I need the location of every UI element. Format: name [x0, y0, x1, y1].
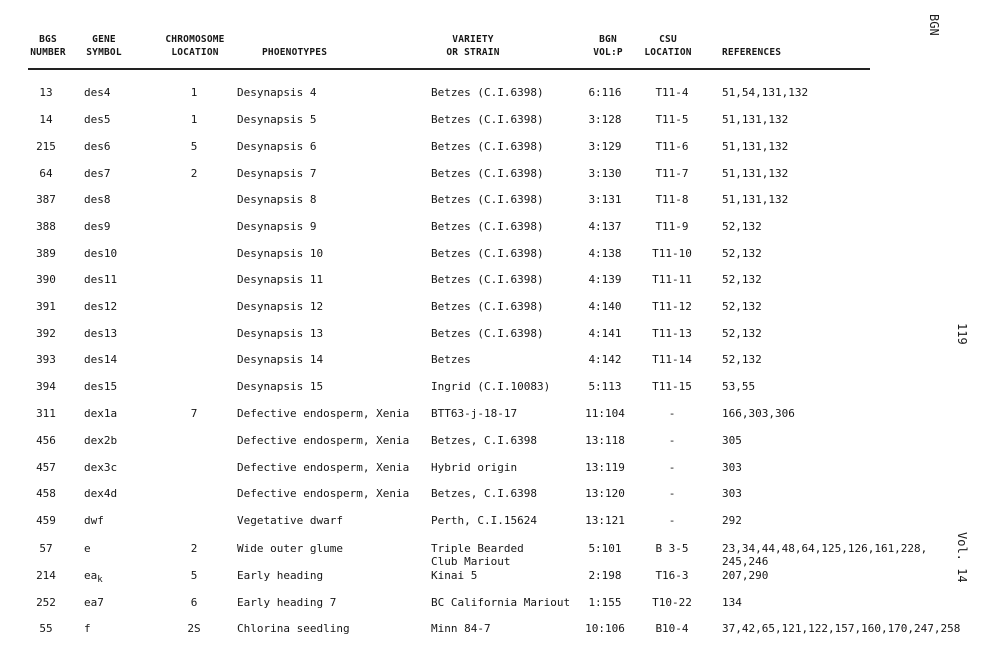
cell-bgs: 456 [36, 434, 56, 447]
cell-var: Minn 84-7 [431, 622, 491, 635]
cell-phen: Chlorina seedling [237, 622, 350, 635]
cell-vol: 4:138 [588, 247, 622, 260]
cell-chr: 2 [190, 167, 198, 180]
cell-ref: 23,34,44,48,64,125,126,161,228, 245,246 [722, 542, 928, 568]
cell-chr: 2S [187, 622, 201, 635]
cell-var: Betzes (C.I.6398) [431, 140, 544, 153]
cell-gene: des9 [84, 220, 111, 233]
cell-csu: - [668, 487, 676, 500]
cell-csu: B10-4 [655, 622, 689, 635]
cell-bgs: 459 [36, 514, 56, 527]
cell-gene: des8 [84, 193, 111, 206]
cell-gene: e [84, 542, 91, 555]
header-variety-or-strain: VARIETY OR STRAIN [446, 34, 500, 58]
cell-bgs: 390 [36, 273, 56, 286]
cell-gene: $ea_k$ [84, 569, 103, 586]
cell-var: Betzes, C.I.6398 [431, 487, 537, 500]
cell-var: Betzes (C.I.6398) [431, 193, 544, 206]
cell-bgs: 64 [39, 167, 53, 180]
cell-phen: Desynapsis 14 [237, 353, 324, 366]
cell-chr: 7 [190, 407, 198, 420]
cell-gene: des14 [84, 353, 118, 366]
cell-vol: 5:101 [588, 542, 622, 555]
cell-ref: 303 [722, 487, 742, 500]
header-references: REFERENCES [722, 47, 782, 58]
cell-bgs: 13 [39, 86, 53, 99]
cell-bgs: 311 [36, 407, 56, 420]
cell-phen: Defective endosperm, Xenia [237, 434, 410, 447]
cell-csu: - [668, 407, 676, 420]
cell-csu: B 3-5 [655, 542, 689, 555]
cell-bgs: 394 [36, 380, 56, 393]
cell-phen: Desynapsis 5 [237, 113, 317, 126]
cell-vol: 4:142 [588, 353, 622, 366]
cell-var: BTT63-j-18-17 [431, 407, 518, 420]
cell-bgs: 392 [36, 327, 56, 340]
header-gene-symbol: GENE SYMBOL [86, 34, 122, 58]
cell-bgs: 391 [36, 300, 56, 313]
cell-vol: 4:137 [588, 220, 622, 233]
cell-vol: 3:128 [588, 113, 622, 126]
page-number: 119 [955, 323, 969, 345]
cell-gene: ea7 [84, 596, 104, 609]
cell-ref: 303 [722, 461, 742, 474]
volume-label: Vol. 14 [955, 532, 969, 583]
cell-var: BC California Mariout [431, 596, 571, 609]
cell-var: Betzes (C.I.6398) [431, 113, 544, 126]
cell-csu: T11-14 [652, 353, 692, 366]
cell-vol: 4:140 [588, 300, 622, 313]
cell-vol: 11:104 [585, 407, 625, 420]
cell-var: Betzes [431, 353, 471, 366]
cell-var: Betzes (C.I.6398) [431, 273, 544, 286]
cell-csu: - [668, 514, 676, 527]
cell-var: Betzes (C.I.6398) [431, 247, 544, 260]
cell-vol: 10:106 [585, 622, 625, 635]
cell-csu: T11-11 [652, 273, 692, 286]
cell-phen: Vegetative dwarf [237, 514, 343, 527]
cell-var: Betzes (C.I.6398) [431, 86, 544, 99]
cell-ref: 51,131,132 [722, 193, 789, 206]
cell-chr: 1 [190, 86, 198, 99]
cell-ref: 51,131,132 [722, 113, 789, 126]
cell-phen: Desynapsis 9 [237, 220, 317, 233]
cell-csu: T16-3 [655, 569, 689, 582]
cell-vol: 5:113 [588, 380, 622, 393]
cell-vol: 13:120 [585, 487, 625, 500]
cell-gene: des6 [84, 140, 111, 153]
cell-chr: 5 [190, 140, 198, 153]
cell-csu: T11-10 [652, 247, 692, 260]
cell-var: Triple Bearded Club Mariout [431, 542, 524, 568]
cell-ref: 292 [722, 514, 742, 527]
cell-phen: Desynapsis 4 [237, 86, 317, 99]
cell-ref: 52,132 [722, 300, 762, 313]
cell-gene: des10 [84, 247, 118, 260]
cell-bgs: 458 [36, 487, 56, 500]
cell-phen: Early heading 7 [237, 596, 337, 609]
cell-ref: 51,131,132 [722, 140, 789, 153]
cell-var: Betzes, C.I.6398 [431, 434, 537, 447]
cell-gene: f [84, 622, 91, 635]
cell-phen: Defective endosperm, Xenia [237, 487, 410, 500]
cell-vol: 13:119 [585, 461, 625, 474]
cell-chr: 5 [190, 569, 198, 582]
cell-csu: T11-13 [652, 327, 692, 340]
cell-gene: des11 [84, 273, 118, 286]
cell-phen: Desynapsis 13 [237, 327, 324, 340]
cell-ref: 166,303,306 [722, 407, 795, 420]
cell-csu: - [668, 434, 676, 447]
cell-vol: 4:139 [588, 273, 622, 286]
cell-var: Hybrid origin [431, 461, 518, 474]
cell-ref: 51,131,132 [722, 167, 789, 180]
cell-gene: des15 [84, 380, 118, 393]
cell-phen: Desynapsis 11 [237, 273, 324, 286]
cell-bgs: 215 [36, 140, 56, 153]
cell-bgs: 14 [39, 113, 53, 126]
header-divider [28, 68, 870, 70]
cell-bgs: 393 [36, 353, 56, 366]
cell-bgs: 387 [36, 193, 56, 206]
cell-phen: Desynapsis 10 [237, 247, 324, 260]
cell-var: Betzes (C.I.6398) [431, 167, 544, 180]
cell-csu: T11-15 [652, 380, 692, 393]
cell-vol: 2:198 [588, 569, 622, 582]
cell-chr: 1 [190, 113, 198, 126]
header-csu-location: CSU LOCATION [644, 34, 692, 58]
cell-var: Betzes (C.I.6398) [431, 300, 544, 313]
cell-vol: 13:121 [585, 514, 625, 527]
cell-ref: 52,132 [722, 220, 762, 233]
cell-ref: 53,55 [722, 380, 756, 393]
cell-var: Betzes (C.I.6398) [431, 327, 544, 340]
cell-ref: 52,132 [722, 273, 762, 286]
cell-csu: T11-4 [655, 86, 689, 99]
cell-ref: 51,54,131,132 [722, 86, 809, 99]
cell-gene: des5 [84, 113, 111, 126]
cell-vol: 3:129 [588, 140, 622, 153]
cell-phen: Wide outer glume [237, 542, 343, 555]
cell-gene: dex2b [84, 434, 118, 447]
cell-gene: des4 [84, 86, 111, 99]
cell-ref: 52,132 [722, 353, 762, 366]
cell-vol: 3:131 [588, 193, 622, 206]
journal-label: BGN [927, 14, 941, 36]
cell-csu: T11-12 [652, 300, 692, 313]
cell-phen: Desynapsis 12 [237, 300, 324, 313]
cell-gene: des12 [84, 300, 118, 313]
cell-var: Kinai 5 [431, 569, 478, 582]
cell-ref: 52,132 [722, 247, 762, 260]
cell-gene: dex4d [84, 487, 118, 500]
cell-csu: - [668, 461, 676, 474]
cell-bgs: 214 [36, 569, 56, 582]
cell-var: Betzes (C.I.6398) [431, 220, 544, 233]
cell-bgs: 388 [36, 220, 56, 233]
cell-csu: T11-9 [655, 220, 689, 233]
cell-vol: 3:130 [588, 167, 622, 180]
cell-phen: Defective endosperm, Xenia [237, 407, 410, 420]
cell-vol: 6:116 [588, 86, 622, 99]
cell-ref: 37,42,65,121,122,157,160,170,247,258 [722, 622, 961, 635]
cell-vol: 4:141 [588, 327, 622, 340]
cell-csu: T10-22 [652, 596, 692, 609]
cell-gene: des7 [84, 167, 111, 180]
cell-phen: Desynapsis 8 [237, 193, 317, 206]
cell-phen: Early heading [237, 569, 324, 582]
cell-csu: T11-8 [655, 193, 689, 206]
cell-bgs: 55 [39, 622, 53, 635]
cell-phen: Desynapsis 15 [237, 380, 324, 393]
cell-phen: Desynapsis 7 [237, 167, 317, 180]
cell-bgs: 57 [39, 542, 53, 555]
cell-ref: 207,290 [722, 569, 769, 582]
cell-vol: 13:118 [585, 434, 625, 447]
cell-gene: des13 [84, 327, 118, 340]
cell-var: Perth, C.I.15624 [431, 514, 537, 527]
cell-bgs: 252 [36, 596, 56, 609]
cell-chr: 6 [190, 596, 198, 609]
cell-csu: T11-5 [655, 113, 689, 126]
cell-gene: dex3c [84, 461, 118, 474]
cell-csu: T11-7 [655, 167, 689, 180]
cell-ref: 52,132 [722, 327, 762, 340]
cell-gene: dex1a [84, 407, 118, 420]
cell-csu: T11-6 [655, 140, 689, 153]
cell-ref: 134 [722, 596, 742, 609]
cell-chr: 2 [190, 542, 198, 555]
header-bgn-vol-p: BGN VOL:P [593, 34, 623, 58]
cell-bgs: 389 [36, 247, 56, 260]
header-chromosome-location: CHROMOSOME LOCATION [165, 34, 225, 58]
cell-var: Ingrid (C.I.10083) [431, 380, 551, 393]
header-phenotypes: PHOENOTYPES [262, 47, 328, 58]
cell-phen: Desynapsis 6 [237, 140, 317, 153]
cell-phen: Defective endosperm, Xenia [237, 461, 410, 474]
cell-vol: 1:155 [588, 596, 622, 609]
header-bgs-number: BGS NUMBER [30, 34, 66, 58]
cell-ref: 305 [722, 434, 742, 447]
cell-bgs: 457 [36, 461, 56, 474]
cell-gene: dwf [84, 514, 104, 527]
